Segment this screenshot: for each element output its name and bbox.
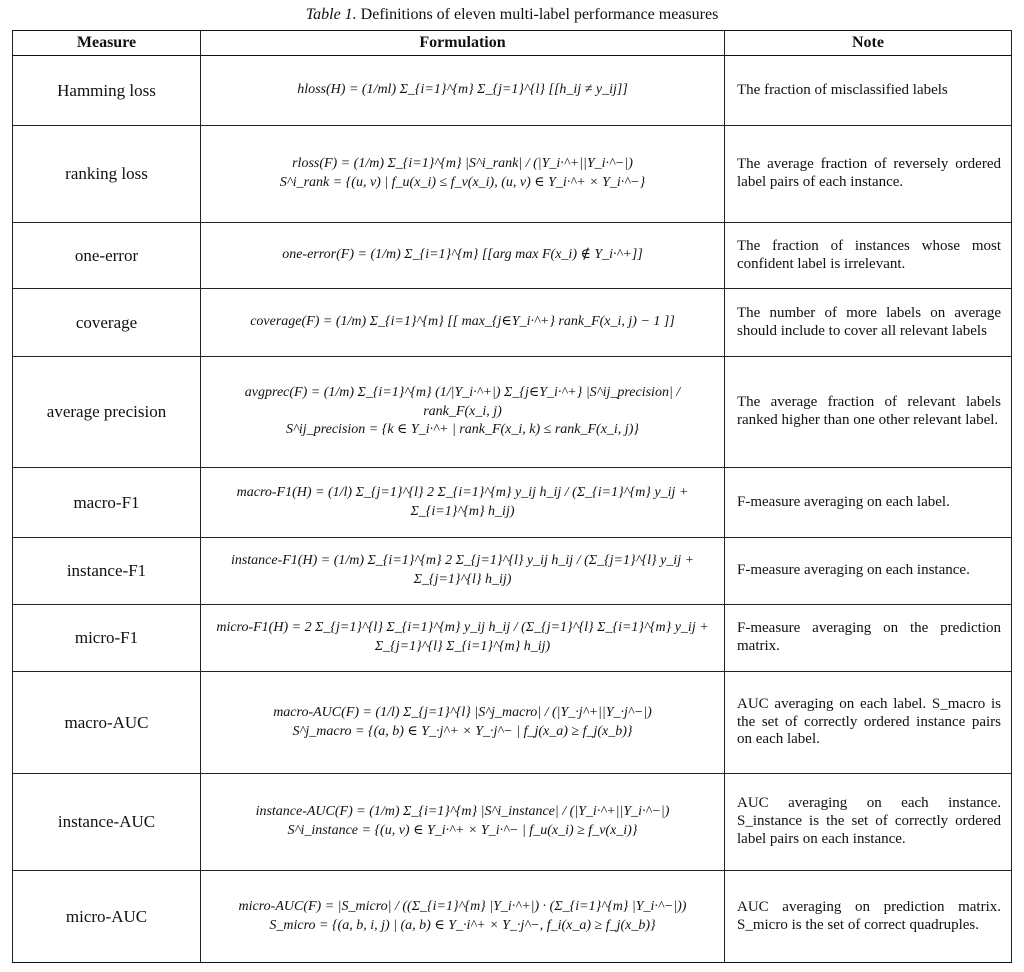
table-row — [13, 56, 1012, 126]
note-cell: The average fraction of relevant labels ranked higher than one other relevant label. — [725, 357, 1012, 468]
formula-line: instance-F1(H) = (1/m) Σ_{i=1}^{m} 2 Σ_{j=1}^{l} y_ij h_ij / (Σ_{j=1}^{l} y_ij + Σ_{j=1}^{l} h_ij) — [230, 553, 695, 587]
formula-line: S^i_instance = {(u, v) ∈ Y_i·^+ × Y_i·^− | f_u(x_i) ≥ f_v(x_i)} — [287, 823, 638, 838]
table-row — [13, 126, 1012, 223]
measure-cell: Hamming loss — [13, 56, 201, 126]
formulation-cell — [201, 672, 725, 774]
measure-cell: coverage — [13, 289, 201, 357]
measure-cell: micro-AUC — [13, 871, 201, 963]
table-caption-text: Definitions of eleven multi-label performance measures — [360, 6, 719, 23]
note-cell: The fraction of misclassified labels — [725, 56, 1012, 126]
formulation-cell — [201, 605, 725, 672]
formulation-cell — [201, 223, 725, 289]
table-row — [13, 289, 1012, 357]
note-cell: The fraction of instances whose most confident label is irrelevant. — [725, 223, 1012, 289]
note-cell: AUC averaging on each instance. S_instance is the set of correctly ordered label pairs on each instance. — [725, 774, 1012, 871]
note-cell: The number of more labels on average should include to cover all relevant labels — [725, 289, 1012, 357]
formulation-cell — [201, 289, 725, 357]
formulation-cell — [201, 538, 725, 605]
note-cell: F-measure averaging on the prediction matrix. — [725, 605, 1012, 672]
table-row — [13, 223, 1012, 289]
measure-cell: one-error — [13, 223, 201, 289]
table-row — [13, 605, 1012, 672]
measure-cell: ranking loss — [13, 126, 201, 223]
formulation-cell — [201, 126, 725, 223]
formula-line: hloss(H) = (1/ml) Σ_{i=1}^{m} Σ_{j=1}^{l} [[h_ij ≠ y_ij]] — [297, 82, 628, 98]
formula-line: micro-AUC(F) = |S_micro| / ((Σ_{i=1}^{m} |Y_i·^+|) · (Σ_{i=1}^{m} |Y_i·^−|)) — [238, 898, 687, 914]
formula-line: avgprec(F) = (1/m) Σ_{i=1}^{m} (1/|Y_i·^+|) Σ_{j∈Y_i·^+} |S^ij_precision| / rank_F(x_i, j) — [244, 384, 681, 419]
note-cell: F-measure averaging on each instance. — [725, 538, 1012, 605]
measure-cell: instance-AUC — [13, 774, 201, 871]
table-row — [13, 468, 1012, 538]
measures-table — [12, 30, 1012, 963]
measure-cell: macro-AUC — [13, 672, 201, 774]
formulation-cell — [201, 56, 725, 126]
table-row — [13, 672, 1012, 774]
note-cell: AUC averaging on prediction matrix. S_micro is the set of correct quadruples. — [725, 871, 1012, 963]
measure-cell: average precision — [13, 357, 201, 468]
formulation-cell — [201, 357, 725, 468]
formulation-cell — [201, 468, 725, 538]
formula-line: rloss(F) = (1/m) Σ_{i=1}^{m} |S^i_rank| / (|Y_i·^+||Y_i·^−|) — [292, 156, 633, 172]
formula-line: one-error(F) = (1/m) Σ_{i=1}^{m} [[arg max F(x_i) ∉ Y_i·^+]] — [282, 247, 643, 263]
table-row — [13, 538, 1012, 605]
formulation-cell — [201, 871, 725, 963]
note-cell: AUC averaging on each label. S_macro is the set of correctly ordered instance pairs on each label. — [725, 672, 1012, 774]
header-measure: Measure — [13, 31, 201, 56]
formula-line: S^ij_precision = {k ∈ Y_i·^+ | rank_F(x_i, k) ≤ rank_F(x_i, j)} — [286, 422, 639, 438]
table-body — [13, 56, 1012, 963]
header-note: Note — [725, 31, 1012, 56]
table-caption — [0, 6, 1024, 24]
formula-line: micro-F1(H) = 2 Σ_{j=1}^{l} Σ_{i=1}^{m} y_ij h_ij / (Σ_{j=1}^{l} Σ_{i=1}^{m} y_ij + Σ_{j=1}^{l} Σ_{i=1}^{m} h_ij) — [216, 620, 709, 654]
table-row — [13, 774, 1012, 871]
formula-line: macro-AUC(F) = (1/l) Σ_{j=1}^{l} |S^j_macro| / (|Y_·j^+||Y_·j^−|) — [273, 704, 652, 720]
table-row — [13, 357, 1012, 468]
formula-line: coverage(F) = (1/m) Σ_{i=1}^{m} [[ max_{j∈Y_i·^+} rank_F(x_i, j) − 1 ]] — [250, 314, 675, 330]
formula-line: S_micro = {(a, b, i, j) | (a, b) ∈ Y_·i^+ × Y_·j^−, f_i(x_a) ≥ f_j(x_b)} — [269, 917, 656, 933]
measure-cell: macro-F1 — [13, 468, 201, 538]
table-header-row — [13, 31, 1012, 56]
formula-line: instance-AUC(F) = (1/m) Σ_{i=1}^{m} |S^i_instance| / (|Y_i·^+||Y_i·^−|) — [255, 804, 670, 820]
header-formulation: Formulation — [201, 31, 725, 56]
note-cell: F-measure averaging on each label. — [725, 468, 1012, 538]
measure-cell: micro-F1 — [13, 605, 201, 672]
formula-line: S^i_rank = {(u, v) | f_u(x_i) ≤ f_v(x_i), (u, v) ∈ Y_i·^+ × Y_i·^−} — [279, 175, 646, 190]
table-caption-label: Table 1. — [305, 6, 357, 23]
formulation-cell — [201, 774, 725, 871]
note-cell: The average fraction of reversely ordered label pairs of each instance. — [725, 126, 1012, 223]
formula-line: macro-F1(H) = (1/l) Σ_{j=1}^{l} 2 Σ_{i=1}^{m} y_ij h_ij / (Σ_{i=1}^{m} y_ij + Σ_{i=1}^{m} h_ij) — [236, 484, 689, 519]
table-row — [13, 871, 1012, 963]
formula-line: S^j_macro = {(a, b) ∈ Y_·j^+ × Y_·j^− | f_j(x_a) ≥ f_j(x_b)} — [292, 723, 633, 739]
measure-cell: instance-F1 — [13, 538, 201, 605]
